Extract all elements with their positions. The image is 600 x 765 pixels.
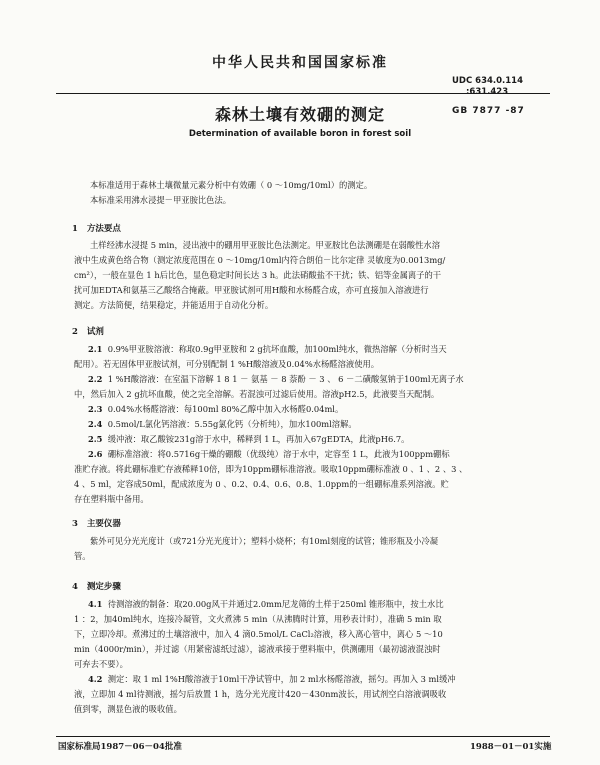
standard-number: GB 7877 -87 — [452, 106, 525, 116]
item-2-2 — [74, 372, 554, 387]
section-2-body — [74, 342, 554, 507]
footer-rule — [56, 736, 550, 737]
text-line: 液中生成黄色络合物（测定浓度范围在 0 ～10mg/10ml内符合朗伯－比尔定律 灵敏度为0.0013mg/ — [74, 255, 446, 265]
section-4-heading — [72, 580, 121, 592]
intro-line-1: 本标准适用于森林土壤微量元素分析中有效硼（ 0 ～10mg/10ml）的测定。 — [90, 180, 373, 190]
text-line: 可弃去不要）。 — [74, 659, 128, 669]
english-title: Determination of available boron in forest soil — [188, 129, 412, 139]
item-2-4 — [74, 417, 554, 432]
text-line: 1 ：2，加40ml纯水，连接冷凝管，文火煮沸 5 min（从沸腾时计算，用秒表计时），准确 5 min 取 — [74, 614, 442, 624]
text-line: 管。 — [74, 551, 91, 561]
item-number: 4.2 — [88, 674, 103, 684]
text-line: min（4000r/min），并过滤（用紧密滤纸过滤），滤液承接于塑料瓶中，供测硼用（最初滤液混浊时 — [74, 644, 441, 654]
section-number: 3 — [72, 519, 78, 529]
text-line: 0.5mol/L氯化钙溶液：5.55g氯化钙（分析纯），加水100ml溶解。 — [107, 419, 357, 429]
text-line: 测定。方法简便，结果稳定，并能适用于自动化分析。 — [74, 300, 274, 310]
section-1-heading — [72, 222, 121, 234]
text-line: 下，立即冷却。煮沸过的土壤溶液中，加入 4 滴0.5mol/L CaCl₂溶液，移入离心管中，离心 5 ～10 — [74, 629, 443, 639]
section-number: 4 — [72, 582, 78, 592]
item-number: 2.6 — [88, 449, 103, 459]
section-title: 主要仪器 — [86, 519, 121, 529]
item-4-1 — [74, 597, 554, 612]
section-1-body — [74, 238, 554, 313]
text-line: 4 、5 ml，定容成50ml，配成浓度为 0 、0.2、0.4、0.6、0.8、1.0ppm的一组硼标准系列溶液。贮 — [74, 479, 449, 489]
text-line: cm²），一般在显色 1 h后比色，显色稳定时间长达 3 h。此法硝酸盐不干扰；铁、铝等金属离子的干 — [74, 270, 442, 280]
text-line: 0.04%水杨醛溶液：每100ml 80%乙醇中加入水杨醛0.04ml。 — [107, 404, 344, 414]
text-line: 土样经沸水浸提 5 min，浸出液中的硼用甲亚胺比色法测定。甲亚胺比色法测硼是在弱酸性水溶 — [90, 240, 440, 250]
text-line: 存在塑料瓶中备用。 — [74, 494, 149, 504]
text-line: 硼标准溶液：将0.5716g干燥的硼酸（优级纯）溶于水中，定容至 1 L，此液为100ppm硼标 — [107, 449, 450, 459]
section-2-heading — [72, 325, 104, 337]
section-3-body — [74, 534, 554, 564]
item-number: 2.5 — [88, 434, 103, 444]
text-line: 0.9%甲亚胺溶液：称取0.9g甲亚胺和 2 g抗坏血酸，加100ml纯水，微热溶解（分析时当天 — [107, 344, 447, 354]
item-2-3 — [74, 402, 554, 417]
udc-code — [452, 76, 523, 98]
text-line: 配用）。若无固体甲亚胺试剂，可分别配制 1 %H酸溶液及0.04%水杨醛溶液使用。 — [74, 359, 380, 369]
text-line: 1 %H酸溶液：在室温下溶解 1 8 1 － 氨基 － 8 萘酚 － 3 、 6 －二磺酸氢钠于100ml无离子水 — [107, 374, 464, 384]
section-number: 1 — [72, 224, 78, 234]
item-2-1 — [74, 342, 554, 357]
item-2-6 — [74, 447, 554, 462]
text-line: 液，立即加 4 ml待测液，摇匀后放置 1 h，选分光光度计420－430nm波长，用试剂空白溶液调吸收 — [74, 689, 447, 699]
text-line: 准贮存液。将此硼标准贮存液稀释10倍，即为10ppm硼标准溶液。吸取10ppm硼标准液 0 、1 、2 、3 、 — [74, 464, 468, 474]
effective-date: 1988－01－01实施 — [470, 742, 552, 752]
item-4-2 — [74, 672, 554, 687]
item-number: 4.1 — [88, 599, 103, 609]
section-title: 测定步骤 — [86, 582, 121, 592]
text-line: 待测溶液的制备：取20.00g风干并通过2.0mm尼龙筛的土样于250ml 锥形瓶中，按土水比 — [107, 599, 444, 609]
issuer-header: 中华人民共和国国家标准 — [212, 55, 388, 71]
item-number: 2.2 — [88, 374, 103, 384]
intro-line-2: 本标准采用沸水浸提－甲亚胺比色法。 — [90, 195, 232, 205]
section-title: 方法要点 — [86, 224, 121, 234]
item-number: 2.1 — [88, 344, 103, 354]
text-line: 紫外可见分光光度计（或721分光光度计）；塑料小烧杯；有10ml刻度的试管；锥形瓶及小冷凝 — [90, 536, 439, 546]
item-number: 2.4 — [88, 419, 103, 429]
udc-line-2: :631.423 — [466, 87, 509, 97]
section-4-body — [74, 597, 554, 717]
item-number: 2.3 — [88, 404, 103, 414]
text-line: 扰可加EDTA和氨基三乙酸络合掩蔽。甲亚胺试剂可用H酸和水杨醛合成，亦可直接加入溶液进行 — [74, 285, 429, 295]
section-number: 2 — [72, 327, 78, 337]
item-2-5 — [74, 432, 554, 447]
header-rule — [56, 93, 550, 94]
approval-date: 国家标准局1987－06－04批准 — [58, 742, 182, 752]
section-3-heading — [72, 517, 121, 529]
section-title: 试剂 — [86, 327, 104, 337]
text-line: 测定：取 1 ml 1%H酸溶液于10ml干净试管中，加 2 ml水杨醛溶液，摇匀。再加入 3 ml缓冲 — [107, 674, 456, 684]
text-line: 缓冲液：取乙酸铵231g溶于水中，稀释到 1 L，再加入67gEDTA，此液pH6.7。 — [107, 434, 410, 444]
document-title: 森林土壤有效硼的测定 — [214, 105, 385, 124]
text-line: 值到零，测显色液的吸收值。 — [74, 704, 182, 714]
text-line: 中，然后加入 2 g抗坏血酸，使之完全溶解。若混浊可过滤后使用。溶液pH2.5，此液要当天配制。 — [74, 389, 440, 399]
udc-line-1: UDC 634.0.114 — [452, 76, 524, 86]
